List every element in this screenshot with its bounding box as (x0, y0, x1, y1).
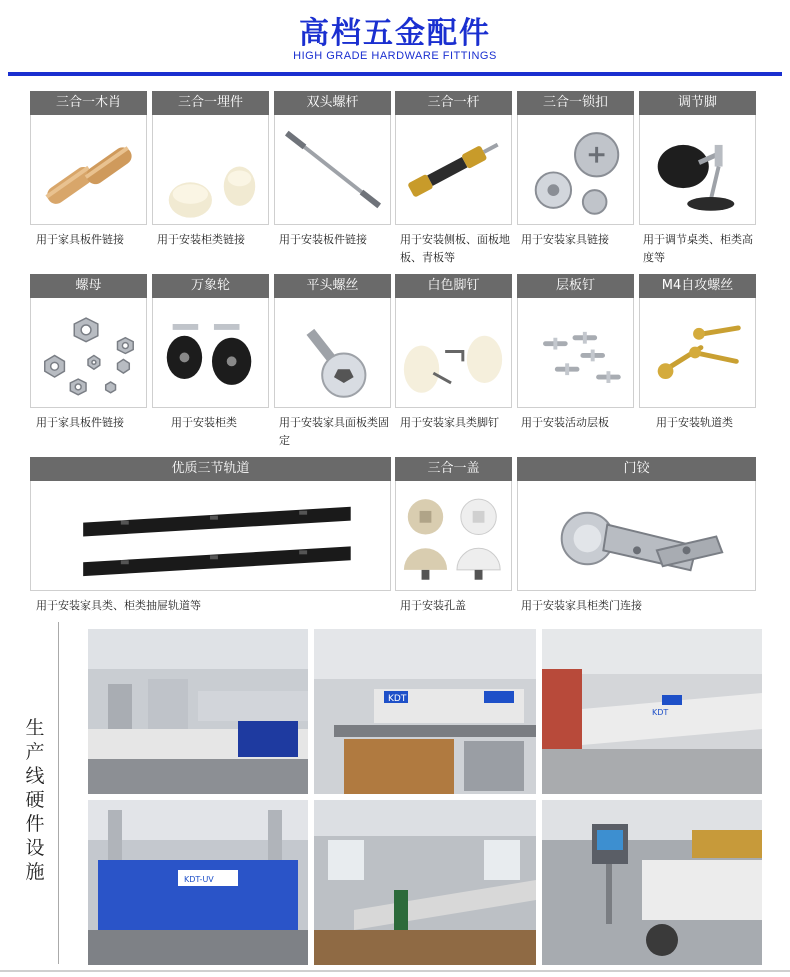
embedded-nut-icon (152, 115, 269, 225)
door-hinge-icon (517, 481, 756, 591)
footer-divider (0, 970, 790, 972)
product-name: M4自攻螺丝 (639, 274, 756, 298)
product-caption: 用于安装柜类 (171, 416, 237, 429)
panel-saw-photo (314, 629, 536, 794)
caster-wheel-icon (152, 298, 269, 408)
product-caption: 用于家具板件链接 (36, 416, 124, 429)
product-card-double-screw-rod (274, 91, 391, 225)
product-caption: 用于安装家具类脚钉 (400, 416, 499, 429)
product-card-flat-head-screw (274, 274, 391, 408)
production-section-title: 生产线硬件设施 (25, 717, 45, 883)
product-caption: 用于安装轨道类 (656, 416, 733, 429)
cam-lock-icon (517, 115, 634, 225)
product-card-leveling-foot (639, 91, 756, 225)
product-caption: 用于安装家具链接 (521, 233, 609, 246)
product-card-embedded-nut (152, 91, 269, 225)
product-card-connector-rod (395, 91, 512, 225)
product-card-wooden-dowel (30, 91, 147, 225)
header-divider (8, 72, 782, 76)
uv-coating-line-photo (88, 629, 308, 794)
product-caption: 用于调节桌类、柜类高度等 (643, 233, 753, 264)
page-subtitle: HIGH GRADE HARDWARE FITTINGS (293, 50, 497, 62)
self-tapping-screw-icon (639, 298, 756, 408)
product-name: 层板钉 (517, 274, 634, 298)
product-card-shelf-pin (517, 274, 634, 408)
product-name: 螺母 (30, 274, 147, 298)
product-name: 三合一木肖 (30, 91, 147, 115)
product-caption: 用于安装侧板、面板地板、青板等 (400, 233, 510, 264)
workshop-line-photo (314, 800, 536, 965)
product-name: 三合一盖 (395, 457, 512, 481)
product-card-caster-wheel (152, 274, 269, 408)
product-name: 优质三节轨道 (30, 457, 391, 481)
drawer-slide-icon (30, 481, 391, 591)
furniture-glide-icon (395, 298, 512, 408)
product-name: 三合一杆 (395, 91, 512, 115)
product-name: 万象轮 (152, 274, 269, 298)
product-caption: 用于安装活动层板 (521, 416, 609, 429)
product-card-self-tapping-screw (639, 274, 756, 408)
uv-dryer-photo (88, 800, 308, 965)
cnc-control-photo (542, 800, 762, 965)
product-caption: 用于家具板件链接 (36, 233, 124, 246)
double-screw-rod-icon (274, 115, 391, 225)
page-title: 高档五金配件 (299, 16, 491, 51)
product-caption: 用于安装孔盖 (400, 599, 466, 612)
product-card-door-hinge (517, 457, 756, 591)
wooden-dowel-icon (30, 115, 147, 225)
product-card-hole-cover (395, 457, 512, 591)
machine-label: KDT (652, 708, 669, 717)
product-caption: 用于安装家具面板类固定 (279, 416, 389, 447)
hex-nut-icon (30, 298, 147, 408)
product-caption: 用于安装家具柜类门连接 (521, 599, 642, 612)
machine-label: KDT (388, 694, 407, 704)
product-name: 平头螺丝 (274, 274, 391, 298)
hole-cover-icon (395, 481, 512, 591)
product-name: 调节脚 (639, 91, 756, 115)
product-name: 三合一锁扣 (517, 91, 634, 115)
leveling-foot-icon (639, 115, 756, 225)
product-name: 双头螺杆 (274, 91, 391, 115)
section-divider (58, 622, 59, 964)
product-card-cam-lock (517, 91, 634, 225)
product-name: 三合一埋件 (152, 91, 269, 115)
product-name: 白色脚钉 (395, 274, 512, 298)
product-card-drawer-slide (30, 457, 391, 591)
product-caption: 用于安装柜类链接 (157, 233, 245, 246)
flat-head-screw-icon (274, 298, 391, 408)
shelf-pin-icon (517, 298, 634, 408)
machine-label: KDT-UV (184, 875, 214, 884)
product-name: 门铰 (517, 457, 756, 481)
product-card-hex-nut (30, 274, 147, 408)
connector-rod-icon (395, 115, 512, 225)
product-caption: 用于安装家具类、柜类抽屉轨道等 (36, 599, 201, 612)
product-caption: 用于安装板件链接 (279, 233, 367, 246)
product-card-furniture-glide (395, 274, 512, 408)
edge-bander-photo (542, 629, 762, 794)
